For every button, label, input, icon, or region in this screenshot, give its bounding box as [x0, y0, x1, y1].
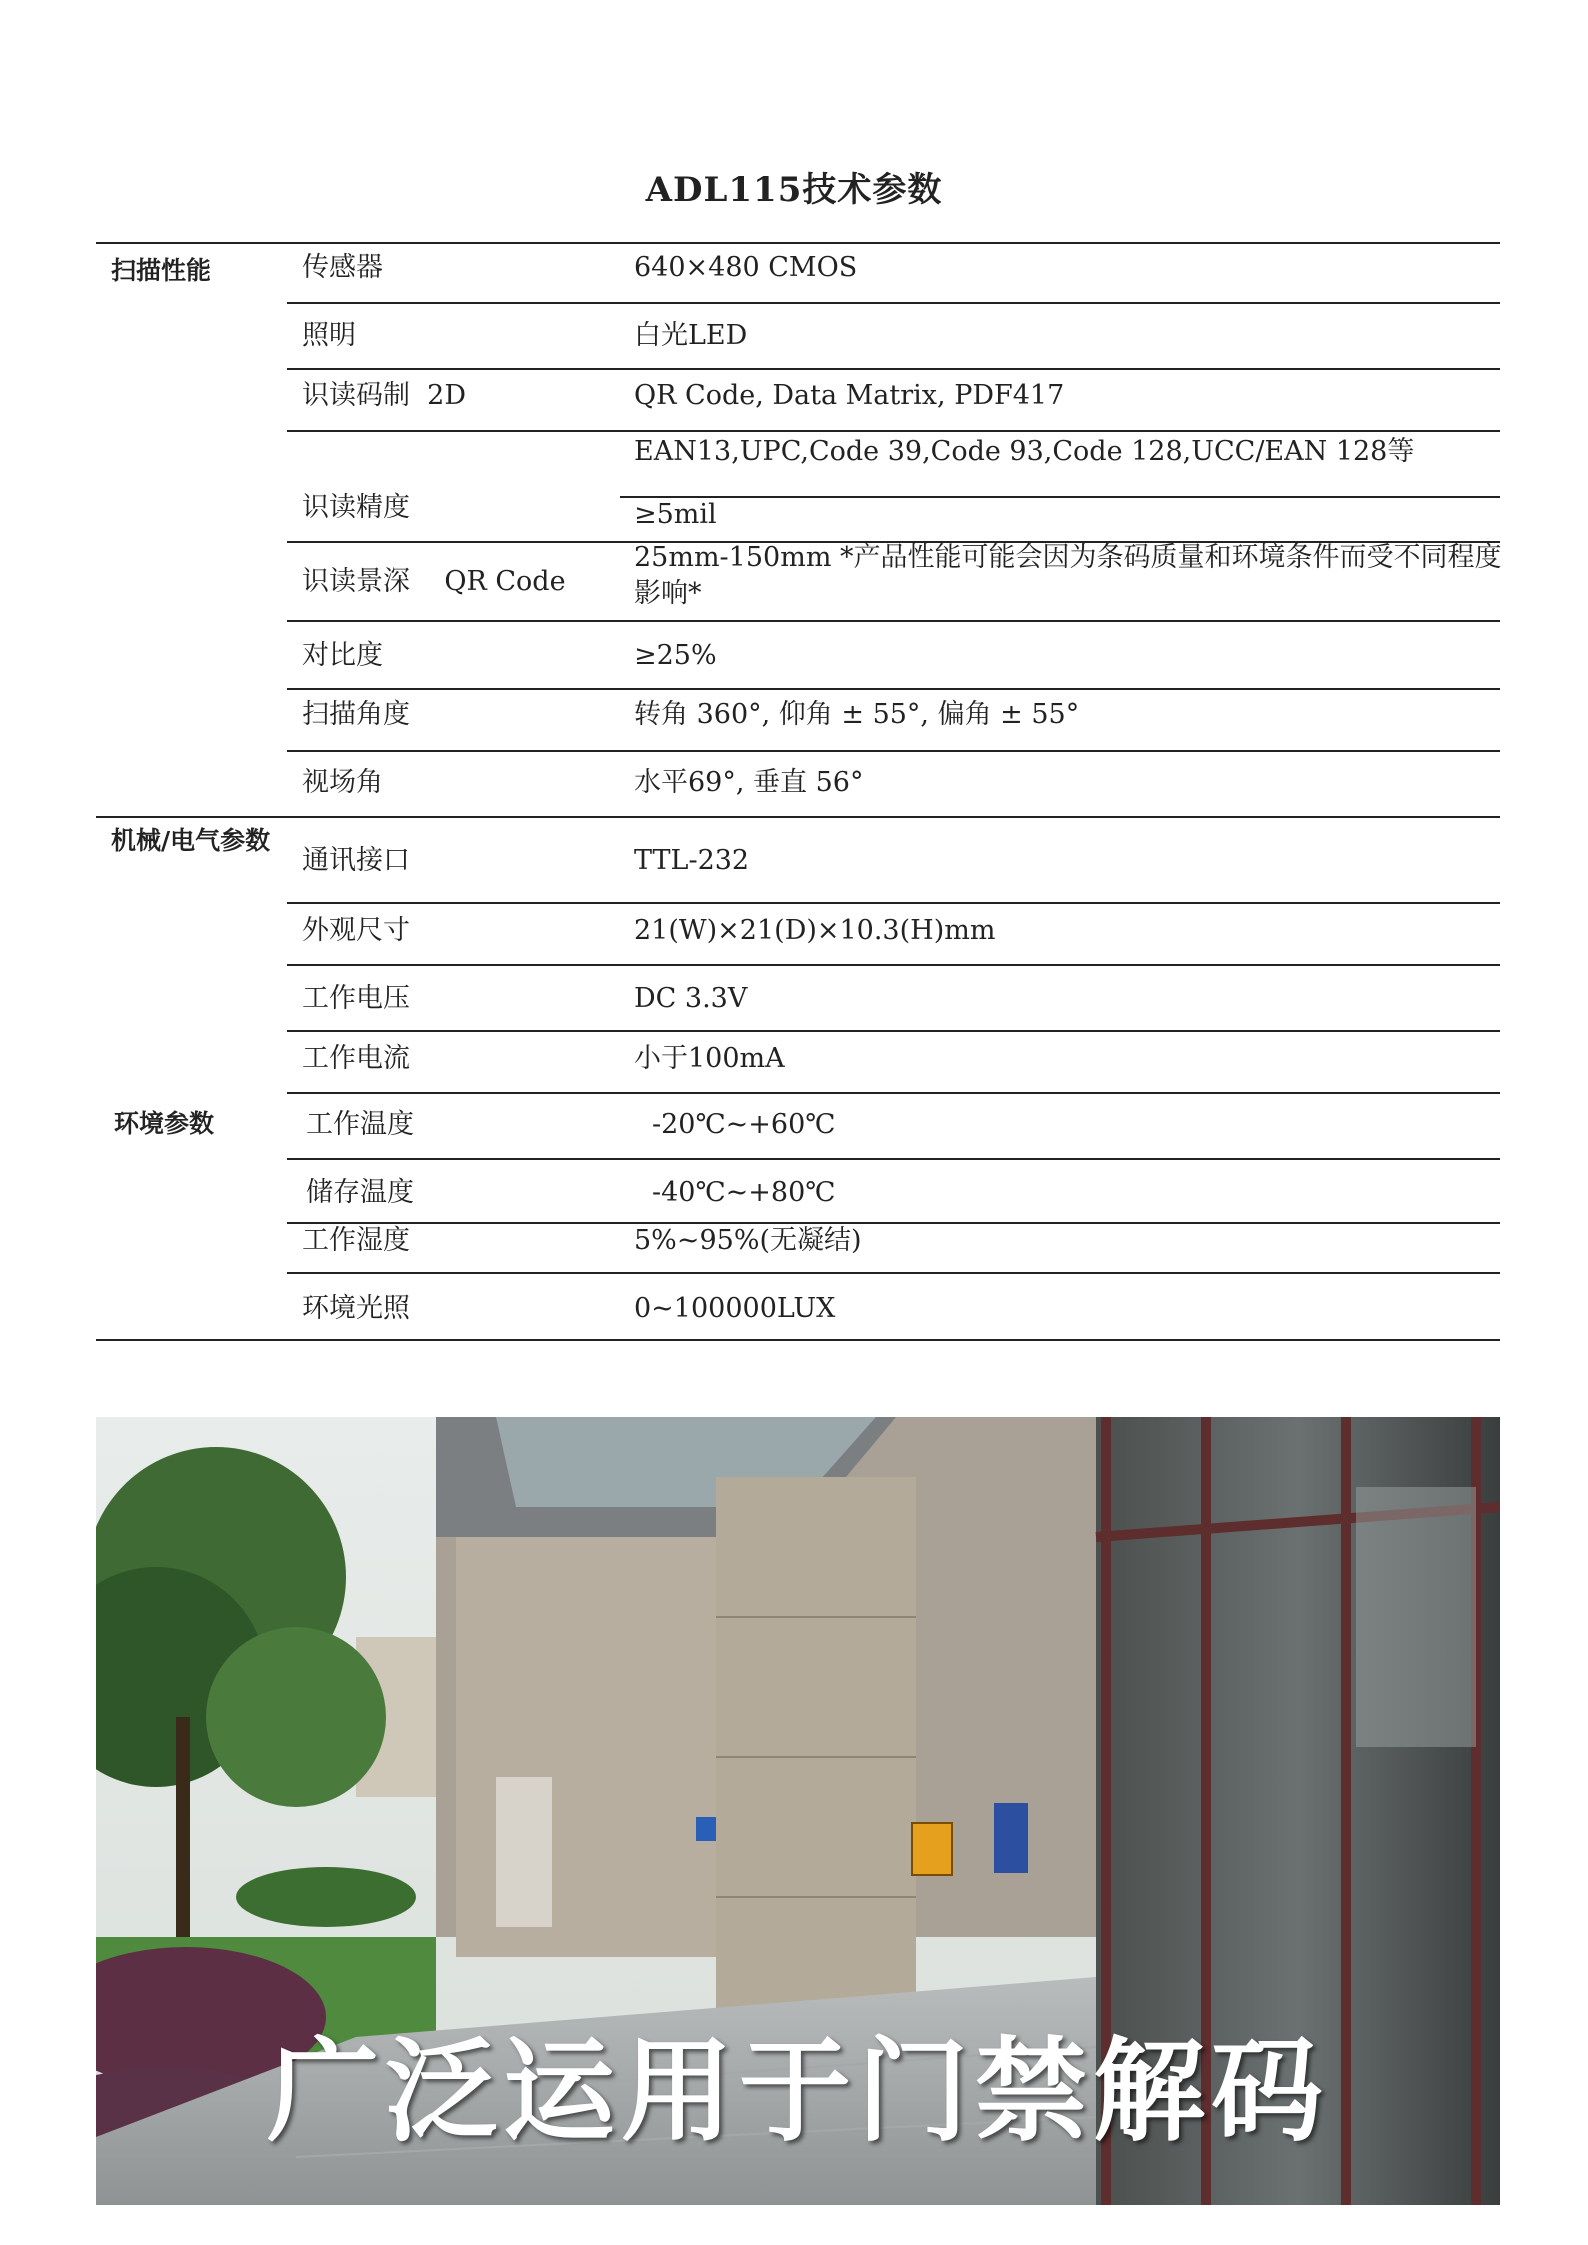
table-rule — [287, 368, 1500, 370]
page-title: ADL115技术参数 — [645, 170, 943, 210]
table-rule — [620, 496, 1500, 498]
value-operating-temp: -20℃~+60℃ — [652, 1109, 836, 1140]
value-lighting: 白光LED — [634, 320, 748, 351]
value-dimensions: 21(W)×21(D)×10.3(H)mm — [634, 915, 996, 946]
param-field-of-view: 视场角 — [302, 767, 383, 798]
value-humidity: 5%~95%(无凝结) — [634, 1225, 862, 1256]
value-ambient-light: 0~100000LUX — [634, 1293, 836, 1324]
category-env: 环境参数 — [114, 1109, 215, 1138]
photo-caption: 广泛运用于门禁解码 — [267, 2027, 1329, 2157]
param-voltage: 工作电压 — [302, 983, 410, 1014]
table-rule — [287, 1272, 1500, 1274]
value-field-of-view: 水平69°, 垂直 56° — [634, 767, 864, 798]
param-interface: 通讯接口 — [302, 845, 410, 876]
table-rule — [287, 688, 1500, 690]
value-depth-of-field: 25mm-150mm *产品性能可能会因为条码质量和环境条件而受不同程度影响* — [634, 542, 1502, 610]
param-scan-angle: 扫描角度 — [302, 699, 410, 730]
value-current: 小于100mA — [634, 1043, 785, 1074]
scanner-device — [912, 1823, 952, 1875]
param-operating-temp: 工作温度 — [306, 1109, 414, 1140]
value-storage-temp: -40℃~+80℃ — [652, 1177, 836, 1208]
value-symbology-2d: QR Code, Data Matrix, PDF417 — [634, 380, 1065, 411]
table-rule — [287, 1030, 1500, 1032]
table-rule — [96, 1339, 1500, 1341]
category-scan: 扫描性能 — [111, 256, 212, 285]
param-sensor: 传感器 — [302, 252, 383, 283]
param-symbology: 识读码制 2D — [302, 380, 466, 411]
table-rule — [287, 964, 1500, 966]
param-ambient-light: 环境光照 — [302, 1293, 410, 1324]
door — [496, 1777, 552, 1927]
value-interface: TTL-232 — [634, 845, 750, 876]
table-rule — [287, 1222, 1500, 1224]
value-sensor: 640×480 CMOS — [634, 252, 858, 283]
table-rule — [96, 816, 1500, 818]
table-rule — [287, 302, 1500, 304]
param-contrast: 对比度 — [302, 640, 383, 671]
table-rule — [287, 620, 1500, 622]
value-contrast: ≥25% — [634, 640, 717, 671]
param-resolution: 识读精度 — [302, 492, 410, 523]
table-rule — [287, 902, 1500, 904]
category-mech: 机械/电气参数 — [111, 826, 271, 855]
value-voltage: DC 3.3V — [634, 983, 748, 1014]
value-scan-angle: 转角 360°, 仰角 ± 55°, 偏角 ± 55° — [634, 699, 1080, 730]
table-rule — [287, 1092, 1500, 1094]
sign-board — [994, 1803, 1028, 1873]
value-symbology-1d: EAN13,UPC,Code 39,Code 93,Code 128,UCC/EAN 128等 — [634, 436, 1415, 467]
value-resolution: ≥5mil — [634, 499, 717, 530]
param-storage-temp: 储存温度 — [306, 1177, 414, 1208]
table-rule — [96, 242, 1500, 244]
table-rule — [287, 430, 1500, 432]
application-photo — [96, 1417, 1500, 2205]
card-reader — [696, 1817, 716, 1841]
param-lighting: 照明 — [302, 320, 356, 351]
param-current: 工作电流 — [302, 1043, 410, 1074]
param-dimensions: 外观尺寸 — [302, 915, 410, 946]
table-rule — [287, 750, 1500, 752]
param-depth-of-field: 识读景深 QR Code — [302, 566, 566, 597]
param-humidity: 工作湿度 — [302, 1225, 410, 1256]
table-rule — [287, 1158, 1500, 1160]
